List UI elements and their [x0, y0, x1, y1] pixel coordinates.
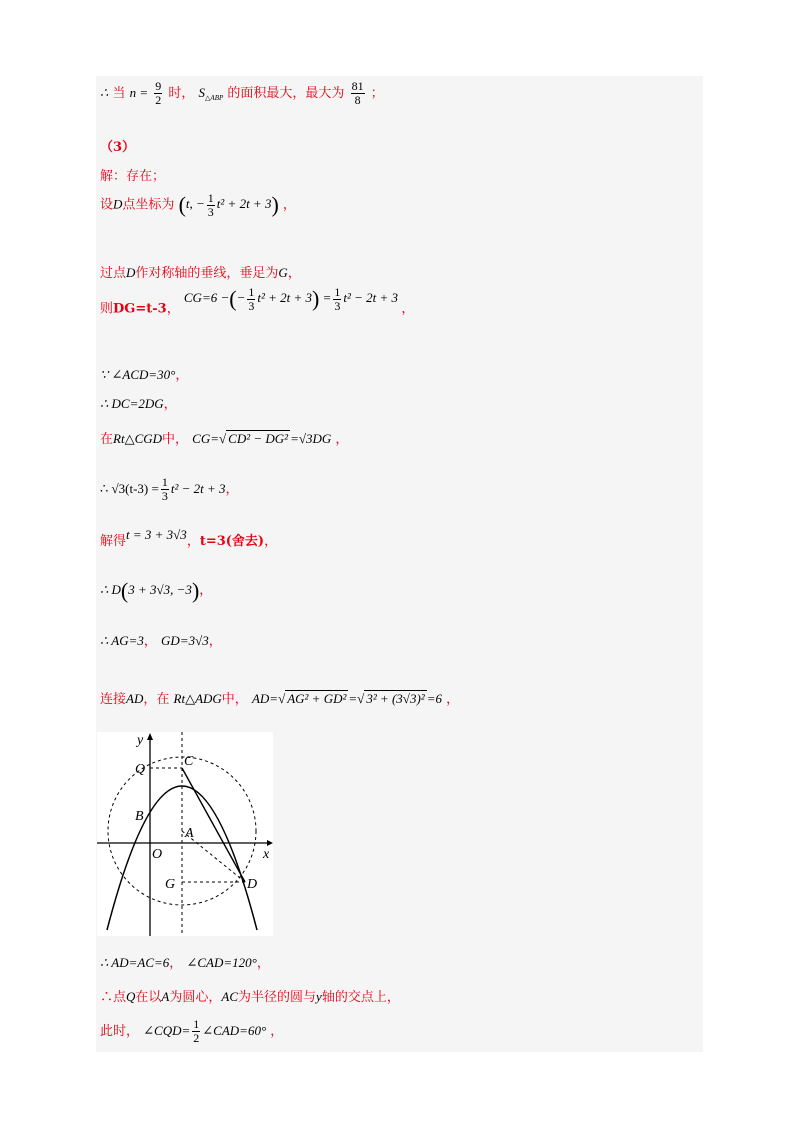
line-point-d: 设D点坐标为 (t, − $\frac{1}{3}$ t² + 2t + 3) ，: [100, 191, 296, 219]
line-point-d-coord: ∴ D(3 + 3√3, −3)，: [100, 578, 213, 603]
part-3-label: （3）: [100, 140, 136, 155]
segment-cd: [182, 768, 245, 882]
line-solve-t: 解得t = 3 + 3√3，t=3(舍去)，: [100, 527, 278, 549]
line-ad-length: 连接AD，在 Rt△ADG中， AD=√ AG² + GD² =√ 3² + (3√3)² =6 ，: [100, 691, 460, 707]
line-ad-ac: ∴ AD=AC=6， ∠CAD=120°，: [100, 955, 270, 971]
line-dg-cg: 则DG=t-3， CG=6 −(− $\frac{1}{3}$ t² + 2t + 3) = $\frac{1}{3}$ t² − 2t + 3 ，: [100, 285, 415, 317]
label-d: D: [247, 877, 258, 892]
solution-start: 解：存在；: [100, 169, 166, 184]
fraction: $\frac{81}{8}$: [351, 79, 364, 107]
line-max-area: ∴ 当 n = $\frac{9}{2}$ 时， $S_{\triangle ABP}$ 的面积最大，最大为 $\frac{81}{8}$ ；: [100, 79, 384, 107]
label-o: O: [152, 847, 163, 862]
line-dc: ∴ DC=2DG，: [100, 396, 177, 412]
label-y: y: [137, 733, 144, 748]
label-x: x: [263, 847, 270, 862]
line-angle-acd: ∵ ∠ACD=30°，: [100, 367, 189, 383]
label-a: A: [185, 826, 194, 841]
geometry-figure: [97, 732, 273, 936]
label-q: Q: [135, 762, 146, 777]
line-point-q: ∴点Q在以A为圆心，AC为半径的圆与y轴的交点上，: [100, 989, 400, 1005]
fraction: $\frac{9}{2}$: [155, 79, 162, 107]
line-rt-cgd: 在Rt△CGD中， CG=√ CD² − DG² =√3DG ，: [100, 431, 349, 447]
line-equation-t: ∴ √3(t-3) = $\frac{1}{3}$ t² − 2t + 3，: [100, 475, 239, 503]
line-ag-gd: ∴ AG=3， GD=3√3，: [100, 633, 222, 649]
label-c: C: [184, 754, 194, 769]
line-angle-cqd: 此时， ∠CQD= $\frac{1}{2}$ ∠CAD=60° ，: [100, 1017, 284, 1045]
line-perpendicular: 过点D作对称轴的垂线，垂足为G，: [100, 265, 301, 281]
label-g: G: [165, 877, 176, 892]
label-b: B: [135, 809, 144, 824]
